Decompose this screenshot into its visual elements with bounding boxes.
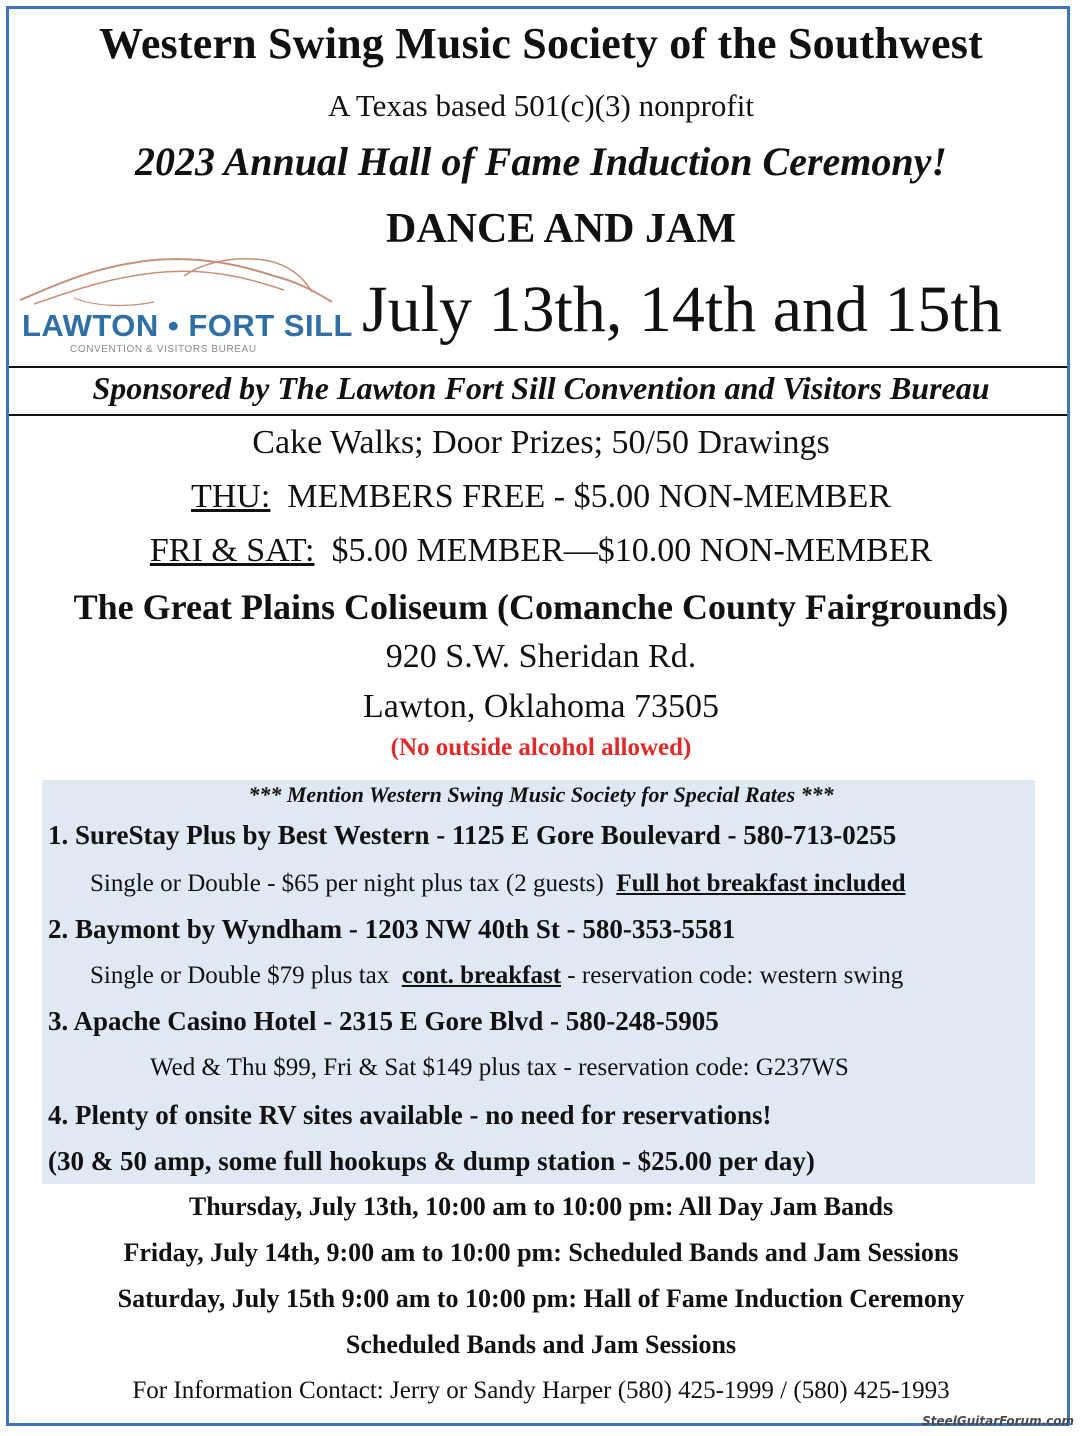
hotel-2-breakfast: cont. breakfast (401, 962, 562, 989)
schedule-saturday: Saturday, July 15th 9:00 am to 10:00 pm: Hall of Fame Induction Ceremony (117, 1284, 965, 1313)
contact-line: For Information Contact: Jerry or Sandy Harper (580) 425-1999 / (580) 425-1993 (132, 1377, 950, 1404)
thu-pricing (0, 478, 1082, 516)
hotel-1-rate: Single or Double - $65 per night plus tax (2 guests) (90, 870, 604, 897)
alcohol-notice: (No outside alcohol allowed) (390, 734, 692, 761)
features-line: Cake Walks; Door Prizes; 50/50 Drawings (252, 424, 830, 461)
event-heading: DANCE AND JAM (386, 206, 736, 252)
schedule-saturday-cont: Scheduled Bands and Jam Sessions (345, 1330, 737, 1359)
thu-price: MEMBERS FREE - $5.00 NON-MEMBER (287, 478, 891, 515)
event-dates: July 13th, 14th and 15th (362, 273, 1002, 346)
logo-wordmark: LAWTON • FORT SILL (22, 308, 353, 343)
hotel-1-breakfast: Full hot breakfast included (616, 870, 906, 897)
schedule-friday: Friday, July 14th, 9:00 am to 10:00 pm: Scheduled Bands and Jam Sessions (123, 1238, 959, 1267)
nonprofit-subtitle: A Texas based 501(c)(3) nonprofit (328, 88, 754, 123)
schedule-thursday: Thursday, July 13th, 10:00 am to 10:00 pm: All Day Jam Bands (188, 1192, 894, 1221)
frisat-price: $5.00 MEMBER—$10.00 NON-MEMBER (331, 532, 933, 569)
hotel-1-detail (90, 870, 906, 898)
sponsor-line: Sponsored by The Lawton Fort Sill Convention and Visitors Bureau (92, 370, 990, 406)
hotel-2-detail (90, 962, 903, 990)
logo-tagline: CONVENTION & VISITORS BUREAU (70, 344, 257, 355)
frisat-label: FRI & SAT: (149, 532, 315, 569)
divider-top (9, 366, 1067, 368)
venue-city: Lawton, Oklahoma 73505 (363, 688, 719, 725)
hotel-2-rate: Single or Double $79 plus tax (90, 962, 390, 989)
car-outline-icon (14, 246, 344, 316)
thu-label: THU: (191, 478, 271, 515)
hotel-2-name: 2. Baymont by Wyndham - 1203 NW 40th St - 580-353-5581 (48, 914, 736, 944)
frisat-pricing (0, 532, 1082, 570)
hotel-2-code: - reservation code: western swing (567, 962, 904, 989)
venue-street: 920 S.W. Sheridan Rd. (385, 638, 697, 675)
special-rates-note: *** Mention Western Swing Music Society for Special Rates *** (248, 782, 834, 807)
lawton-fort-sill-logo (14, 246, 353, 362)
hotel-1-name: 1. SureStay Plus by Best Western - 1125 E Gore Boulevard - 580-713-0255 (48, 820, 897, 850)
divider-bottom (9, 414, 1067, 416)
venue-name: The Great Plains Coliseum (Comanche County Fairgrounds) (73, 587, 1009, 627)
hotel-3-detail: Wed & Thu $99, Fri & Sat $149 plus tax - reservation code: G237WS (150, 1054, 849, 1081)
page-title: Western Swing Music Society of the Southwest (99, 19, 983, 68)
ceremony-heading: 2023 Annual Hall of Fame Induction Ceremony! (135, 139, 947, 184)
hotel-3-name: 3. Apache Casino Hotel - 2315 E Gore Blvd - 580-248-5905 (48, 1006, 719, 1036)
watermark: SteelGuitarForum.com (922, 1414, 1074, 1428)
rv-amenities-line: (30 & 50 amp, some full hookups & dump station - $25.00 per day) (48, 1146, 815, 1176)
rv-sites-line: 4. Plenty of onsite RV sites available - no need for reservations! (48, 1100, 772, 1130)
